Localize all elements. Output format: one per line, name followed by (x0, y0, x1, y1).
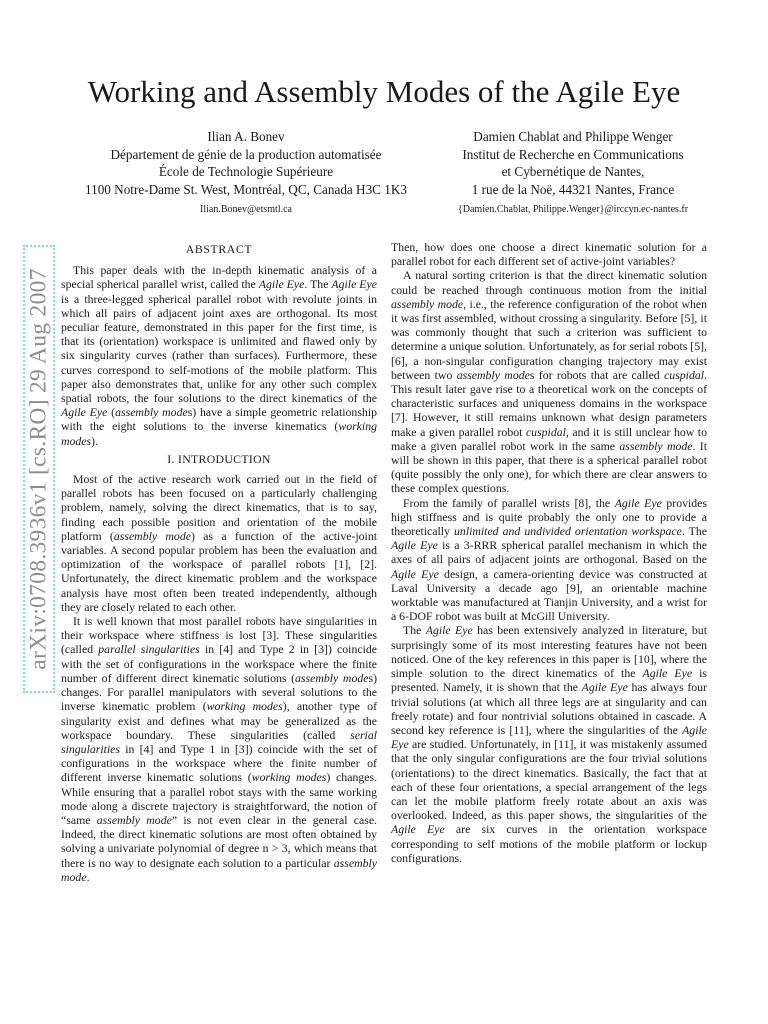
body-paragraph: Most of the active research work carried out in the field of parallel robots has been focused on a particularly challenging problem, namely, solving the direct kinematics, that is to say, finding each possible position and orientation of the mobile platform (assembly mode) as a function of the active-joint variables. A second popular problem has been the evaluation and optimization of the workspace of parallel robots [1], [2]. Unfortunately, the direct kinematic problem and the workspace analysis have most often been treated independently, although they are closely related to each other. (61, 472, 378, 614)
body-paragraph: A natural sorting criterion is that the direct kinematic solution could be reached through continuous motion from the initial assembly mode, i.e., the reference configuration of the robot when it was first assembled, without crossing a singularity. Before [5], it was commonly thought that such a criterion was sufficient to determine a unique solution. Unfortunately, as for serial robots [5], [6], a non-singular configuration changing trajectory may exist between two assembly modes for robots that are called cuspidal. This result later gave rise to a theoretical work on the concepts of characteristic surfaces and uniqueness domains in the workspace [7]. However, it still remains unknown what design parameters make a given parallel robot cuspidal, and it is still unclear how to make a given parallel robot work in the same assembly mode. It will be shown in this paper, that there is a spherical parallel robot (quite possibly the only one), for which there are clear answers to these complex questions. (391, 268, 708, 496)
right-column (391, 240, 707, 865)
author-address: 1 rue de la Noë, 44321 Nantes, France (471, 181, 675, 197)
author-affiliation: Institut de Recherche en Communications (462, 146, 684, 162)
author-address: 1100 Notre-Dame St. West, Montréal, QC, Canada H3C 1K3 (85, 181, 407, 197)
author-affiliation: École de Technologie Supérieure (158, 164, 334, 179)
body-paragraph: The Agile Eye has been extensively analyzed in literature, but surprisingly some of its most interesting features have not been noticed. One of the key references in this paper is [10], where the simple solution to the direct kinematics of the Agile Eye is presented. Namely, it is shown that the Agile Eye has always four trivial solutions (at which all three legs are at singularity and can freely rotate) and four nontrivial solutions obtained in cascade. A second key reference is [11], where the singularities of the Agile Eye are studied. Unfortunately, in [11], it was mistakenly assumed that the only singular configurations are the four trivial solutions (orientations) to the direct kinematics. Basically, the fact that at each of these four orientations, a special arrangement of the legs can let the mobile platform freely rotate about an axis was overlooked. Indeed, as this paper shows, the singularities of the Agile Eye are six curves in the orientation workspace corresponding to self motions of the mobile platform or lockup configurations. (391, 623, 707, 865)
arxiv-stamp-text[interactable]: arXiv:0708.3936v1 [cs.RO] 29 Aug 2007 (25, 268, 52, 670)
body-paragraph: From the family of parallel wrists [8], the Agile Eye provides high stiffness and is quite probably the only one to provide a theoretically unlimited and undivided orientation workspace. The Agile Eye is a 3-RRR spherical parallel mechanism in which the axes of all pairs of adjacent joints are orthogonal. Based on the Agile Eye design, a camera-orienting device was constructed at Laval University a decade ago [9], an orientable machine worktable was manufactured at Tianjin University, and a wrist for a 6-DOF robot was built at McGill University. (391, 495, 708, 624)
paper-title: Working and Assembly Modes of the Agile Eye (87, 74, 681, 109)
author-name: Ilian A. Bonev (207, 129, 285, 144)
section-heading: I. INTRODUCTION (167, 451, 271, 466)
author-name: Damien Chablat and Philippe Wenger (473, 129, 673, 144)
body-paragraph: It is well known that most parallel robots have singularities in their workspace where stiffness is lost [3]. These singularities (called parallel singularities in [4] and Type 2 in [3]) coincide with the set of configurations in the workspace where the finite number of different direct kinematic solutions (assembly modes) changes. For parallel manipulators with several solutions to the inverse kinematic problem (working modes), another type of singularity exist and defines what may be generalized as the workspace boundary. These singularities (called serial singularities in [4] and Type 1 in [3]) coincide with the set of configurations in the workspace where the finite number of different inverse kinematic solutions (working modes) changes. While ensuring that a parallel robot stays with the same working mode along a discrete trajectory is straightforward, the notion of “same assembly mode” is not even clear in the general case. Indeed, the direct kinematic solutions are most often obtained by solving a univariate polynomial of degree n > 3, which means that there is no way to designate each solution to a particular assembly mode. (61, 614, 378, 884)
author-block-1 (56, 128, 436, 217)
left-column (61, 240, 377, 884)
author-email[interactable]: {Damien.Chablat, Philippe.Wenger}@irccyn.ec-nantes.fr (457, 204, 689, 215)
author-affiliation: et Cybernétique de Nantes, (501, 164, 645, 179)
abstract-text: This paper deals with the in-depth kinematic analysis of a special spherical parallel wrist, called the Agile Eye. The Agile Eye is a three-legged spherical parallel robot with revolute joints in which all pairs of adjacent joint axes are orthogonal. Its most peculiar feature, demonstrated in this paper for the first time, is that its (orientation) workspace is unlimited and flawed only by six singularity curves (rather than surfaces). Furthermore, these curves correspond to self-motions of the mobile platform. This paper also demonstrates that, unlike for any other such complex spatial robots, the four solutions to the direct kinematics of the Agile Eye (assembly modes) have a simple geometric relationship with the eight solutions to the inverse kinematics (working modes). (61, 263, 377, 448)
body-paragraph: Then, how does one choose a direct kinematic solution for a parallel robot for each different set of active-joint variables? (391, 240, 707, 269)
abstract-heading: ABSTRACT (185, 242, 253, 256)
author-affiliation: Département de génie de la production automatisée (110, 146, 382, 162)
arxiv-stamp (14, 245, 64, 693)
author-block-2 (420, 128, 726, 217)
author-email[interactable]: Ilian.Bonev@etsmtl.ca (200, 204, 292, 215)
